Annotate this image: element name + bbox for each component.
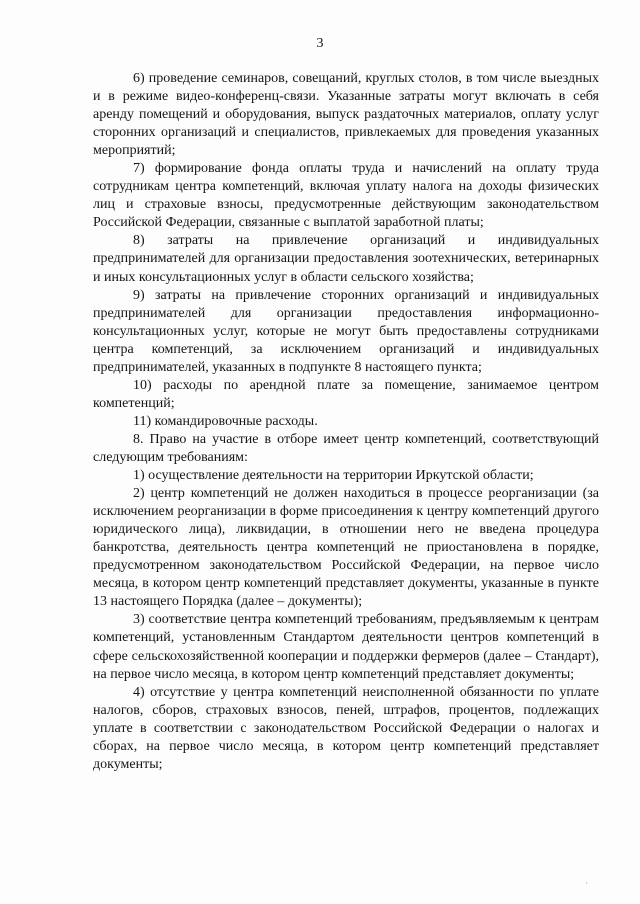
paragraph-item-6: 6) проведение семинаров, совещаний, круглых столов, в том числе выездных и в режиме видео-конференц-связи. Указанные затраты могут включать в себя аренду помещений и оборудования, выпуск раздаточных материалов, оплату услуг сторонних организаций и специалистов, привлекаемых для проведения указанных мероприятий;	[93, 71, 599, 159]
page-number: 3	[316, 36, 324, 51]
paragraph-requirement-3: 3) соответствие центра компетенций требованиям, предъявляемым к центрам компетенций, установленным Стандартом деятельности центров компетенций в сфере сельскохозяйственной кооперации и поддержки фермеров (далее – Стандарт), на первое число месяца, в котором центр компетенций представляет документы;	[93, 612, 599, 682]
paragraph-requirement-4: 4) отсутствие у центра компетенций неисполненной обязанности по уплате налогов, сборов, страховых взносов, пеней, штрафов, процентов, подлежащих уплате в соответствии с законодательством Российской Федерации о налогах и сборах, на первое число месяца, в котором центр компетенций представляет документы;	[93, 684, 599, 772]
paragraph-section-8: 8. Право на участие в отборе имеет центр компетенций, соответствующий следующим требованиям:	[93, 431, 599, 465]
paragraph-item-11: 11) командировочные расходы.	[133, 413, 318, 429]
scan-mark-icon: ·	[585, 878, 588, 888]
paragraph-item-9: 9) затраты на привлечение сторонних организаций и индивидуальных предпринимателей для организации предоставления информационно-консультационных услуг, которые не могут быть предоставлены сотрудниками центра компетенций, за исключением организаций и индивидуальных предпринимателей, указанных в подпункте 8 настоящего пункта;	[93, 287, 599, 375]
paragraph-requirement-2: 2) центр компетенций не должен находиться в процессе реорганизации (за исключением реорганизации в форме присоединения к центру компетенций другого юридического лица), ликвидации, в отношении него не введена процедура банкротства, деятельность центра компетенций не приостановлена в порядке, предусмотренном законодательством Российской Федерации, на первое число месяца, в котором центр компетенций представляет документы, указанные в пункте 13 настоящего Порядка (далее – документы);	[93, 486, 599, 610]
paragraph-item-8: 8) затраты на привлечение организаций и индивидуальных предпринимателей для организации предоставления зоотехнических, ветеринарных и иных консультационных услуг в области сельского хозяйства;	[93, 233, 599, 285]
document-body	[93, 70, 599, 774]
paragraph-item-7: 7) формирование фонда оплаты труда и начислений на оплату труда сотрудникам центра компетенций, включая уплату налога на доходы физических лиц и страховые взносы, предусмотренные действующим законодательством Российской Федерации, связанные с выплатой заработной платы;	[93, 161, 599, 231]
paragraph-requirement-1: 1) осуществление деятельности на территории Иркутской области;	[133, 468, 534, 484]
paragraph-item-10: 10) расходы по арендной плате за помещение, занимаемое центром компетенций;	[93, 377, 599, 411]
